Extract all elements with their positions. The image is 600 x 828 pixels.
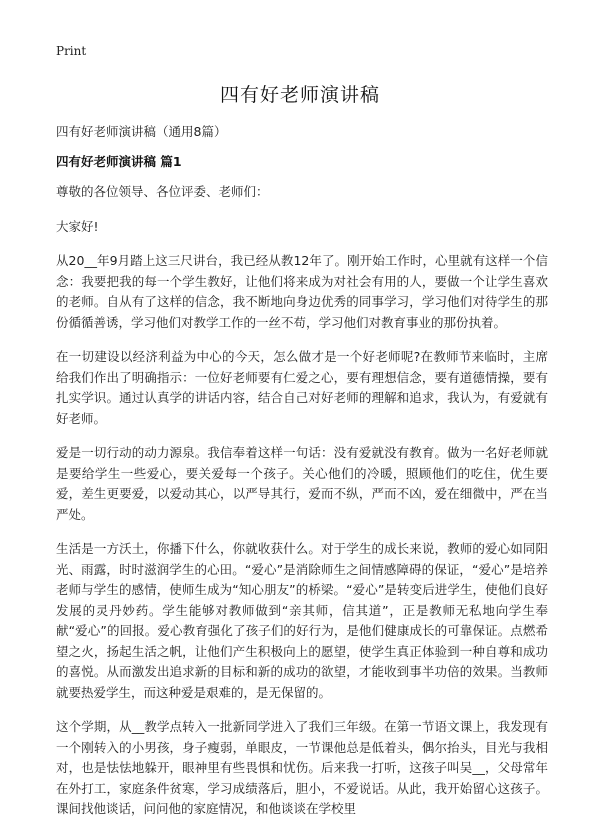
greeting: 大家好! [56,218,99,234]
salutation: 尊敬的各位领导、各位评委、老师们： [56,184,269,199]
section-heading: 四有好老师演讲稿 篇1 [56,154,182,169]
article-body [56,182,548,828]
paragraph: 生活是一方沃土，你播下什么，你就收获什么。对于学生的成长来说，教师的爱心如同阳光、雨露，时时滋润学生的心田。“爱心”是消除师生之间情感障碍的保证，“爱心”是培养老师与学生的感情，使师生成为“知心朋友”的桥梁。“爱心”是转变后进学生，使他们良好发展的灵丹妙药。学生能够对教师做到“亲其师，信其道”，正是教师无私地向学生奉献“爱心”的回报。爱心教育强化了孩子们的好行为，是他们健康成长的可靠保证。点燃希望之火，扬起生活之帆，让他们产生积极向上的愿望，使学生真正体验到一种自尊和成功的喜悦。从而激发出追求新的目标和新的成功的欲望，才能收到事半功倍的效果。当教师就要热爱学生，而这种爱是艰难的，是无保留的。 [56,541,548,700]
page-title: 四有好老师演讲稿 [219,84,380,106]
document-subtitle: 四有好老师演讲稿（通用8篇） [56,124,227,139]
paragraph: 这个学期，从__教学点转入一批新同学进入了我们三年级。在第一节语文课上，我发现有一个刚转入的小男孩，身子瘦弱，单眼皮，一节课他总是低着头，偶尔抬头，目光与我相对，也是怯怯地躲开，眼神里有些畏惧和忧伤。后来我一打听，这孩子叫吴__，父母常年在外打工，家庭条件贫寒，学习成绩落后，胆小，不爱说话。从此，我开始留心这孩子。课间找他谈话，问问他的家庭情况，和他谈谈在学校里 [56,719,548,816]
print-link[interactable]: Print [56,44,87,58]
paragraph: 爱是一切行动的动力源泉。我信奉着这样一句话：没有爱就没有教育。做为一名好老师就是要给学生一些爱心，要关爱每一个孩子。关心他们的冷暖，照顾他们的吃住，优生要爱，差生更要爱，以爱动其心，以严导其行，爱而不纵，严而不凶，爱在细微中，严在当严处。 [56,445,548,522]
paragraph: 在一切建设以经济利益为中心的今天，怎么做才是一个好老师呢?在教师节来临时，主席给我们作出了明确指示：一位好老师要有仁爱之心，要有理想信念，要有道德情操，要有扎实学识。通过认真学的讲话内容，结合自己对好老师的理解和追求，我认为，有爱就有好老师。 [56,349,548,426]
paragraph: 从20__年9月踏上这三尺讲台，我已经从教12年了。刚开始工作时，心里就有这样一个信念：我要把我的每一个学生教好，让他们将来成为对社会有用的人，要做一个让学生喜欢的老师。自从有了这样的信念，我不断地向身边优秀的同事学习，学习他们对待学生的那份循循善诱，学习他们对教学工作的一丝不苟，学习他们对教育事业的那份执着。 [56,253,548,330]
